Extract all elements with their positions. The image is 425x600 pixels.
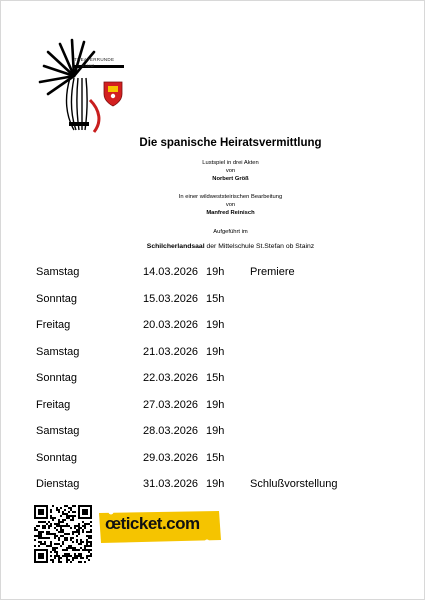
schedule-day: Samstag <box>36 425 80 437</box>
schedule-row <box>36 319 396 333</box>
schedule-date: 31.03.2026 <box>143 478 199 490</box>
schedule-day: Sonntag <box>36 292 77 305</box>
schedule-row <box>36 346 396 360</box>
schedule-date: 22.03.2026 <box>143 372 199 384</box>
schedule-day: Dienstag <box>36 478 80 490</box>
venue-rest: der Mittelschule St.Stefan ob Stainz <box>204 243 315 250</box>
genre-line: Lustspiel in drei Akten <box>202 160 259 166</box>
logo-subtext: STAINZ <box>82 64 95 68</box>
oeticket-label: œticket.com <box>105 514 200 533</box>
schedule-day: Samstag <box>36 266 80 278</box>
von-line-1: von <box>225 168 236 174</box>
von-line-2: von <box>225 202 236 208</box>
qr-code-icon[interactable] <box>34 505 92 563</box>
schedule-note: Premiere <box>250 266 295 278</box>
venue-line <box>0 243 425 250</box>
schedule-row <box>36 399 396 413</box>
schedule-time: 15h <box>206 292 225 305</box>
schedule-date: 14.03.2026 <box>143 266 199 278</box>
schedule-time: 19h <box>206 478 225 490</box>
schedule-row <box>36 425 396 439</box>
performed-at-line: Aufgeführt im <box>213 229 248 235</box>
schedule-day: Sonntag <box>36 451 77 464</box>
schedule-date: 29.03.2026 <box>143 451 199 464</box>
schedule-time: 19h <box>206 425 225 437</box>
schedule-day: Samstag <box>36 345 80 358</box>
schedule-note: Schlußvorstellung <box>250 478 338 490</box>
schedule-date: 15.03.2026 <box>143 292 199 305</box>
schedule-time: 19h <box>206 398 225 411</box>
schedule-time: 19h <box>206 266 225 278</box>
schedule-day: Freitag <box>36 398 71 411</box>
logo-text: THEATERRUNDE <box>74 57 115 62</box>
adaptation-line: In einer wildweststeirischen Bearbeitung <box>178 194 283 200</box>
schedule-time: 15h <box>206 372 225 384</box>
theatre-logo-icon <box>38 38 130 136</box>
schedule-row <box>36 372 396 386</box>
schedule-row <box>36 266 396 280</box>
schedule-date: 20.03.2026 <box>143 319 199 331</box>
schedule-date: 27.03.2026 <box>143 398 199 411</box>
schedule-time: 19h <box>206 345 225 358</box>
venue-name: Schilcherlandsaal <box>146 243 205 250</box>
schedule-day: Sonntag <box>36 372 77 384</box>
schedule-time: 19h <box>206 319 225 331</box>
adapter-name: Manfred Reinisch <box>206 210 255 216</box>
schedule-row <box>36 452 396 466</box>
author-name: Norbert Größ <box>212 176 249 182</box>
schedule-time: 15h <box>206 451 225 464</box>
schedule-date: 21.03.2026 <box>143 345 199 358</box>
schedule-date: 28.03.2026 <box>143 425 199 437</box>
schedule-day: Freitag <box>36 319 71 331</box>
schedule-row <box>36 478 396 492</box>
schedule-row <box>36 293 396 307</box>
play-title: Die spanische Heiratsvermittlung <box>139 137 322 149</box>
